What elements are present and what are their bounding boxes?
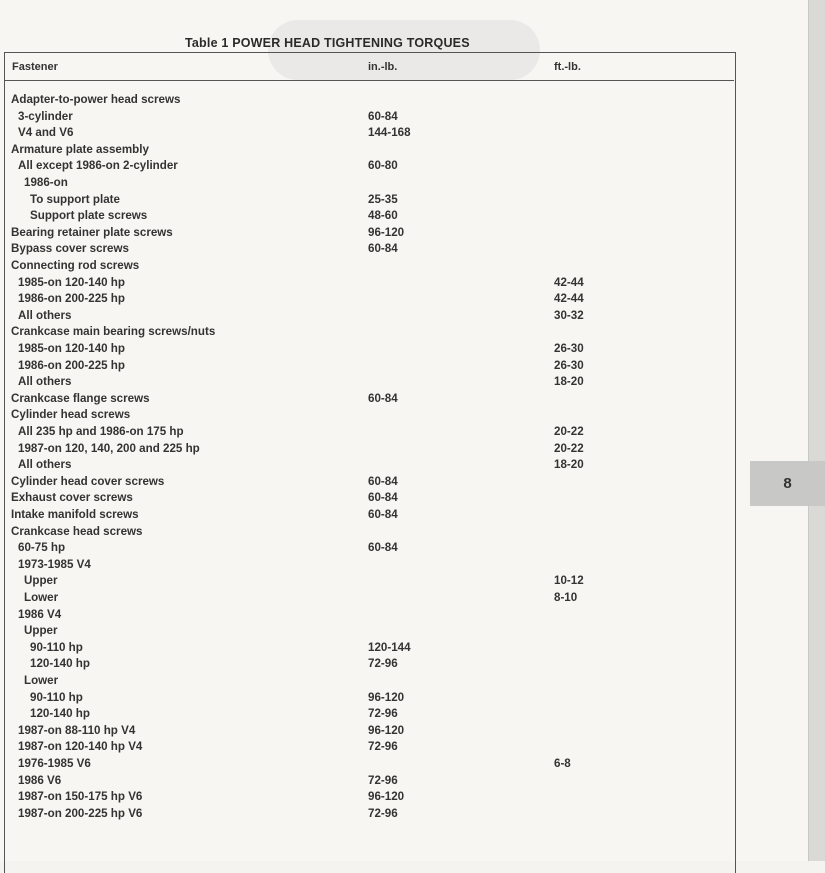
inlb-cell: 72-96 bbox=[368, 657, 398, 671]
fastener-cell: 120-140 hp bbox=[30, 707, 90, 721]
fastener-cell: 120-140 hp bbox=[30, 657, 90, 671]
table-row bbox=[0, 291, 730, 308]
table-header-row bbox=[4, 54, 734, 81]
table-row bbox=[0, 806, 730, 823]
fastener-cell: Crankcase head screws bbox=[11, 524, 143, 538]
inlb-cell: 96-120 bbox=[368, 225, 405, 239]
table-row bbox=[0, 739, 730, 756]
table-row bbox=[0, 324, 730, 341]
table-row bbox=[0, 756, 730, 773]
table-row bbox=[0, 208, 730, 225]
fastener-cell: V4 and V6 bbox=[18, 126, 74, 140]
table-row bbox=[0, 109, 730, 126]
table-row bbox=[0, 524, 730, 541]
fastener-cell: All except 1986-on 2-cylinder bbox=[18, 159, 178, 173]
table-row bbox=[0, 341, 730, 358]
fastener-cell: 1987-on 120, 140, 200 and 225 hp bbox=[18, 441, 200, 455]
inlb-cell: 72-96 bbox=[368, 773, 398, 787]
inlb-cell: 72-96 bbox=[368, 806, 398, 820]
table-row bbox=[0, 540, 730, 557]
fastener-cell: Connecting rod screws bbox=[11, 259, 140, 272]
fastener-cell: Intake manifold screws bbox=[11, 508, 139, 521]
fastener-cell: Crankcase flange screws bbox=[11, 391, 150, 405]
fastener-cell: All 235 hp and 1986-on 175 hp bbox=[18, 425, 184, 438]
fastener-cell: Cylinder head cover screws bbox=[11, 474, 165, 488]
ftlb-cell: 20-22 bbox=[554, 441, 584, 455]
table-row bbox=[0, 656, 730, 673]
inlb-cell: 144-168 bbox=[368, 126, 411, 140]
inlb-cell: 60-80 bbox=[368, 159, 398, 173]
table-row bbox=[0, 490, 730, 507]
fastener-cell: 1986 V6 bbox=[18, 773, 62, 787]
table-title: Table 1 POWER HEAD TIGHTENING TORQUES bbox=[185, 36, 470, 50]
table-row bbox=[0, 92, 730, 109]
fastener-cell: Crankcase main bearing screws/nuts bbox=[11, 325, 216, 339]
table-row bbox=[0, 358, 730, 375]
fastener-cell: 90-110 hp bbox=[30, 690, 83, 704]
table-row bbox=[0, 789, 730, 806]
fastener-cell: 1986-on 200-225 hp bbox=[18, 358, 125, 372]
ftlb-cell: 18-20 bbox=[554, 458, 584, 472]
inlb-cell: 96-120 bbox=[368, 690, 405, 704]
table-row bbox=[0, 607, 730, 624]
ftlb-cell: 26-30 bbox=[554, 358, 584, 372]
table-row bbox=[0, 225, 730, 242]
fastener-cell: 60-75 hp bbox=[18, 541, 66, 555]
fastener-cell: Bearing retainer plate screws bbox=[11, 225, 173, 239]
fastener-cell: 1987-on 150-175 hp V6 bbox=[18, 790, 143, 804]
fastener-cell: Exhaust cover screws bbox=[11, 491, 133, 505]
ftlb-cell: 10-12 bbox=[554, 574, 584, 588]
table-row bbox=[0, 241, 730, 258]
table-row bbox=[0, 573, 730, 590]
fastener-cell: 1987-on 120-140 hp V4 bbox=[18, 740, 143, 754]
ftlb-cell: 42-44 bbox=[554, 292, 584, 306]
ftlb-cell: 30-32 bbox=[554, 308, 584, 322]
fastener-cell: 1987-on 88-110 hp V4 bbox=[18, 723, 136, 737]
fastener-cell: 1986 V4 bbox=[18, 607, 62, 621]
inlb-cell: 72-96 bbox=[368, 707, 398, 721]
table-row bbox=[0, 424, 730, 441]
ftlb-cell: 6-8 bbox=[554, 757, 571, 770]
table-row bbox=[0, 773, 730, 790]
table-row bbox=[0, 374, 730, 391]
inlb-cell: 120-144 bbox=[368, 640, 411, 654]
fastener-cell: All others bbox=[18, 375, 72, 389]
fastener-cell: 90-110 hp bbox=[30, 640, 83, 654]
header-inlb: in.-lb. bbox=[368, 61, 398, 73]
table-row bbox=[0, 557, 730, 574]
inlb-cell: 60-84 bbox=[368, 109, 398, 123]
fastener-cell: All others bbox=[18, 458, 72, 472]
fastener-cell: 1976-1985 V6 bbox=[18, 757, 91, 770]
inlb-cell: 48-60 bbox=[368, 209, 398, 223]
fastener-cell: Upper bbox=[24, 574, 58, 588]
fastener-cell: 3-cylinder bbox=[18, 109, 73, 123]
table-row bbox=[0, 706, 730, 723]
fastener-cell: 1986-on bbox=[24, 176, 68, 189]
fastener-cell: 1973-1985 V4 bbox=[18, 557, 91, 571]
fastener-cell: 1986-on 200-225 hp bbox=[18, 292, 125, 306]
table-row bbox=[0, 507, 730, 524]
table-row bbox=[0, 142, 730, 159]
table-row bbox=[0, 640, 730, 657]
ftlb-cell: 42-44 bbox=[554, 275, 584, 289]
table-row bbox=[0, 308, 730, 325]
page-edge bbox=[808, 0, 825, 861]
table-row bbox=[0, 723, 730, 740]
ftlb-cell: 8-10 bbox=[554, 591, 578, 604]
header-fastener: Fastener bbox=[12, 61, 58, 73]
table-row bbox=[0, 590, 730, 607]
inlb-cell: 60-84 bbox=[368, 541, 398, 555]
fastener-cell: Armature plate assembly bbox=[11, 142, 149, 156]
table-row bbox=[0, 407, 730, 424]
table-row bbox=[0, 690, 730, 707]
ftlb-cell: 26-30 bbox=[554, 342, 584, 355]
table-row bbox=[0, 623, 730, 640]
table-row bbox=[0, 474, 730, 491]
fastener-cell: Lower bbox=[24, 674, 59, 687]
table-row bbox=[0, 158, 730, 175]
fastener-cell: To support plate bbox=[30, 192, 120, 206]
table-row bbox=[0, 125, 730, 142]
inlb-cell: 72-96 bbox=[368, 740, 398, 754]
fastener-cell: Adapter-to-power head screws bbox=[11, 93, 181, 106]
table-row bbox=[0, 391, 730, 408]
fastener-cell: 1985-on 120-140 hp bbox=[18, 342, 125, 355]
fastener-cell: 1985-on 120-140 hp bbox=[18, 275, 125, 289]
header-ftlb: ft.-lb. bbox=[554, 61, 581, 73]
table-row bbox=[0, 673, 730, 690]
table-row bbox=[0, 275, 730, 292]
fastener-cell: All others bbox=[18, 308, 72, 322]
inlb-cell: 96-120 bbox=[368, 790, 405, 804]
fastener-cell: 1987-on 200-225 hp V6 bbox=[18, 806, 143, 820]
fastener-cell: Support plate screws bbox=[30, 209, 148, 223]
fastener-cell: Bypass cover screws bbox=[11, 242, 129, 256]
inlb-cell: 60-84 bbox=[368, 508, 398, 521]
ftlb-cell: 20-22 bbox=[554, 425, 584, 438]
inlb-cell: 60-84 bbox=[368, 474, 398, 488]
inlb-cell: 60-84 bbox=[368, 391, 398, 405]
inlb-cell: 96-120 bbox=[368, 723, 405, 737]
ftlb-cell: 18-20 bbox=[554, 375, 584, 389]
inlb-cell: 60-84 bbox=[368, 242, 398, 256]
table-row bbox=[0, 258, 730, 275]
fastener-cell: Lower bbox=[24, 591, 59, 604]
table-row bbox=[0, 441, 730, 458]
chapter-tab: 8 bbox=[750, 461, 825, 506]
table-row bbox=[0, 192, 730, 209]
fastener-cell: Cylinder head screws bbox=[11, 408, 131, 422]
table-row bbox=[0, 457, 730, 474]
fastener-cell: Upper bbox=[24, 624, 58, 638]
inlb-cell: 60-84 bbox=[368, 491, 398, 505]
table-row bbox=[0, 175, 730, 192]
inlb-cell: 25-35 bbox=[368, 192, 398, 206]
